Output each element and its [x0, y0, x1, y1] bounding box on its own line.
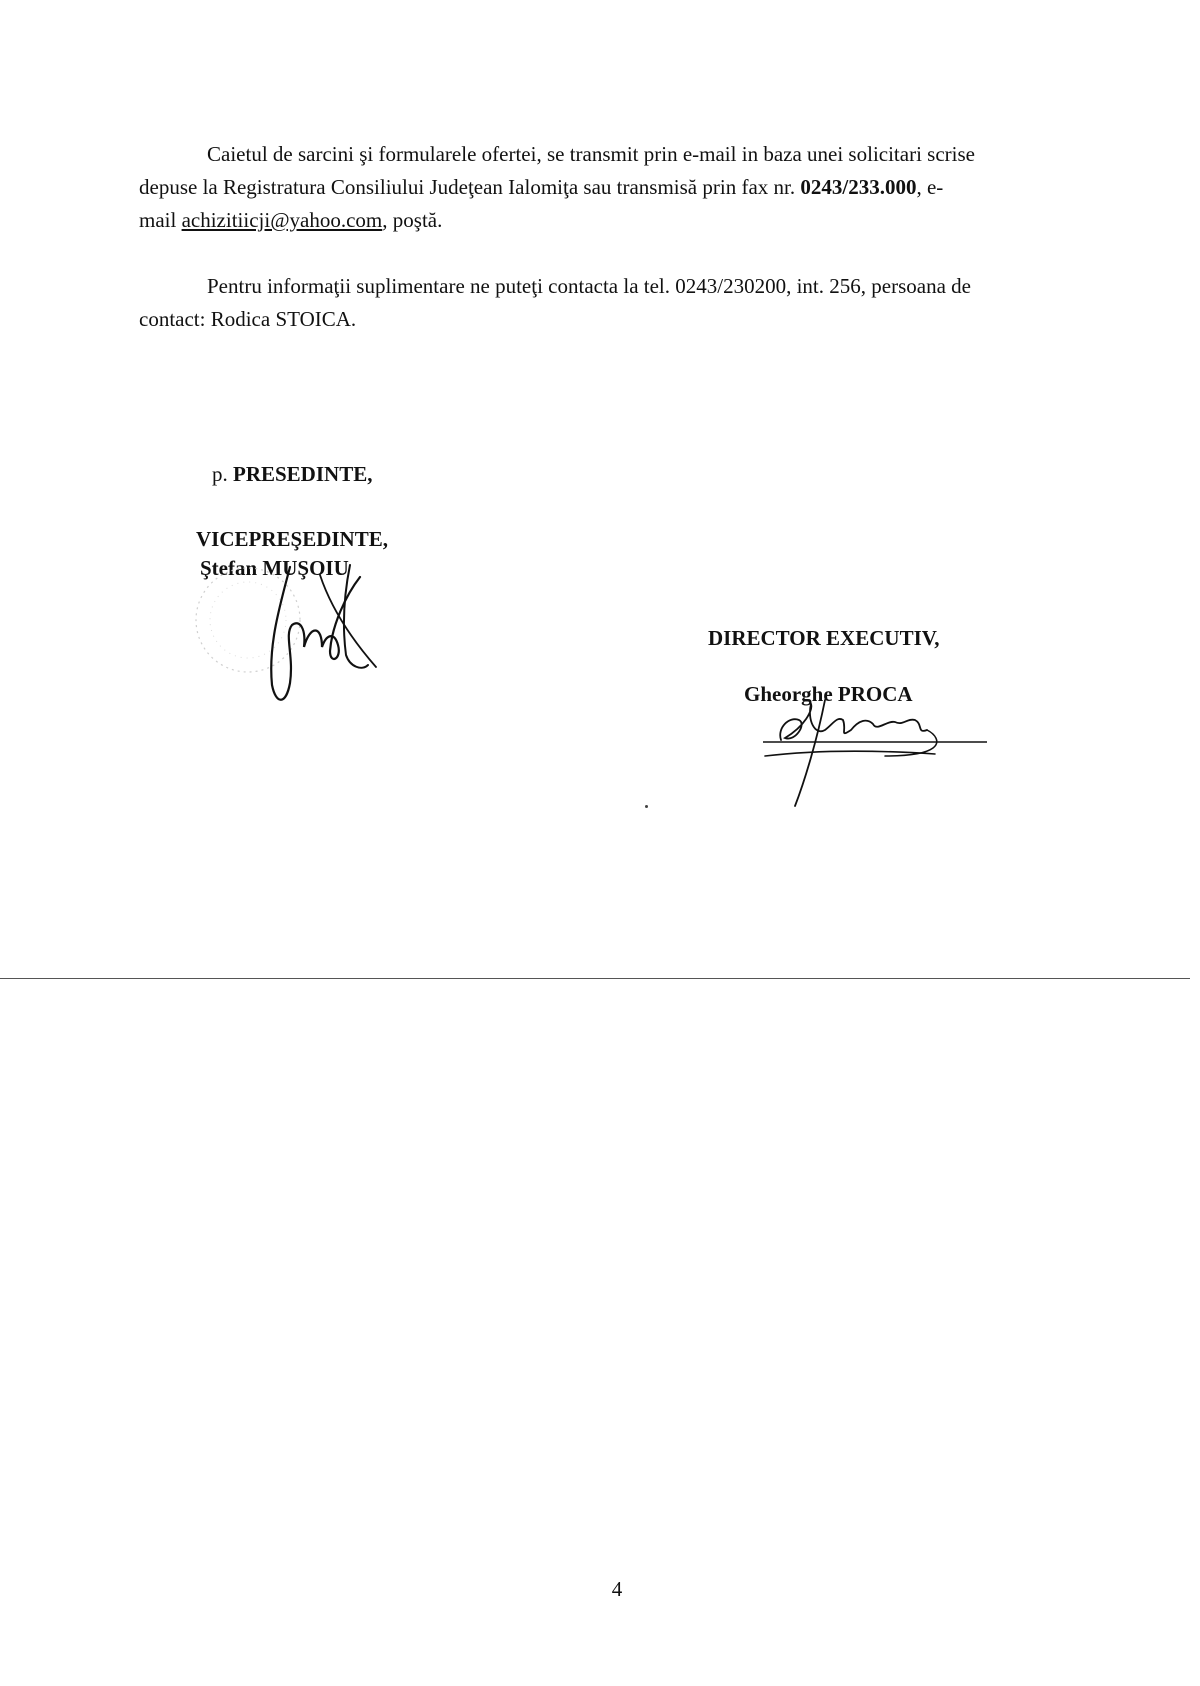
paragraph-document-request	[139, 138, 1101, 237]
fax-number: 0243/233.000	[800, 175, 917, 199]
vicepresident-role: VICEPREŞEDINTE,	[196, 527, 388, 551]
paragraph-2-line-1: Pentru informaţii suplimentare ne puteţi contacta la tel. 0243/230200, int. 256, persoana de	[207, 274, 971, 298]
executive-director-name: Gheorghe PROCA	[744, 682, 913, 706]
paragraph-contact-info	[139, 270, 1101, 336]
paragraph-1-line-2: depuse la Registratura Consiliului Judeţean Ialomiţa sau transmisă prin fax nr. 0243/233.000, e-	[139, 175, 944, 199]
paragraph-2-line-2: contact: Rodica STOICA.	[139, 307, 357, 331]
vicepresident-name: Ştefan MUŞOIU	[200, 556, 349, 580]
email-link[interactable]: achizitiicji@yahoo.com	[181, 208, 383, 232]
stray-mark	[645, 805, 648, 808]
paragraph-1-line-3: mail achizitiicji@yahoo.com, poştă.	[139, 208, 443, 232]
page-number: 4	[611, 1577, 623, 1601]
president-heading: p. PRESEDINTE,	[212, 462, 373, 486]
paragraph-1-line-1: Caietul de sarcini şi formularele ofertei, se transmit prin e-mail in baza unei solicitari scrise	[207, 142, 975, 166]
page-divider	[0, 978, 1190, 979]
executive-director-signature	[755, 690, 995, 810]
executive-director-role: DIRECTOR EXECUTIV,	[708, 626, 940, 650]
vicepresident-signature	[250, 555, 390, 715]
